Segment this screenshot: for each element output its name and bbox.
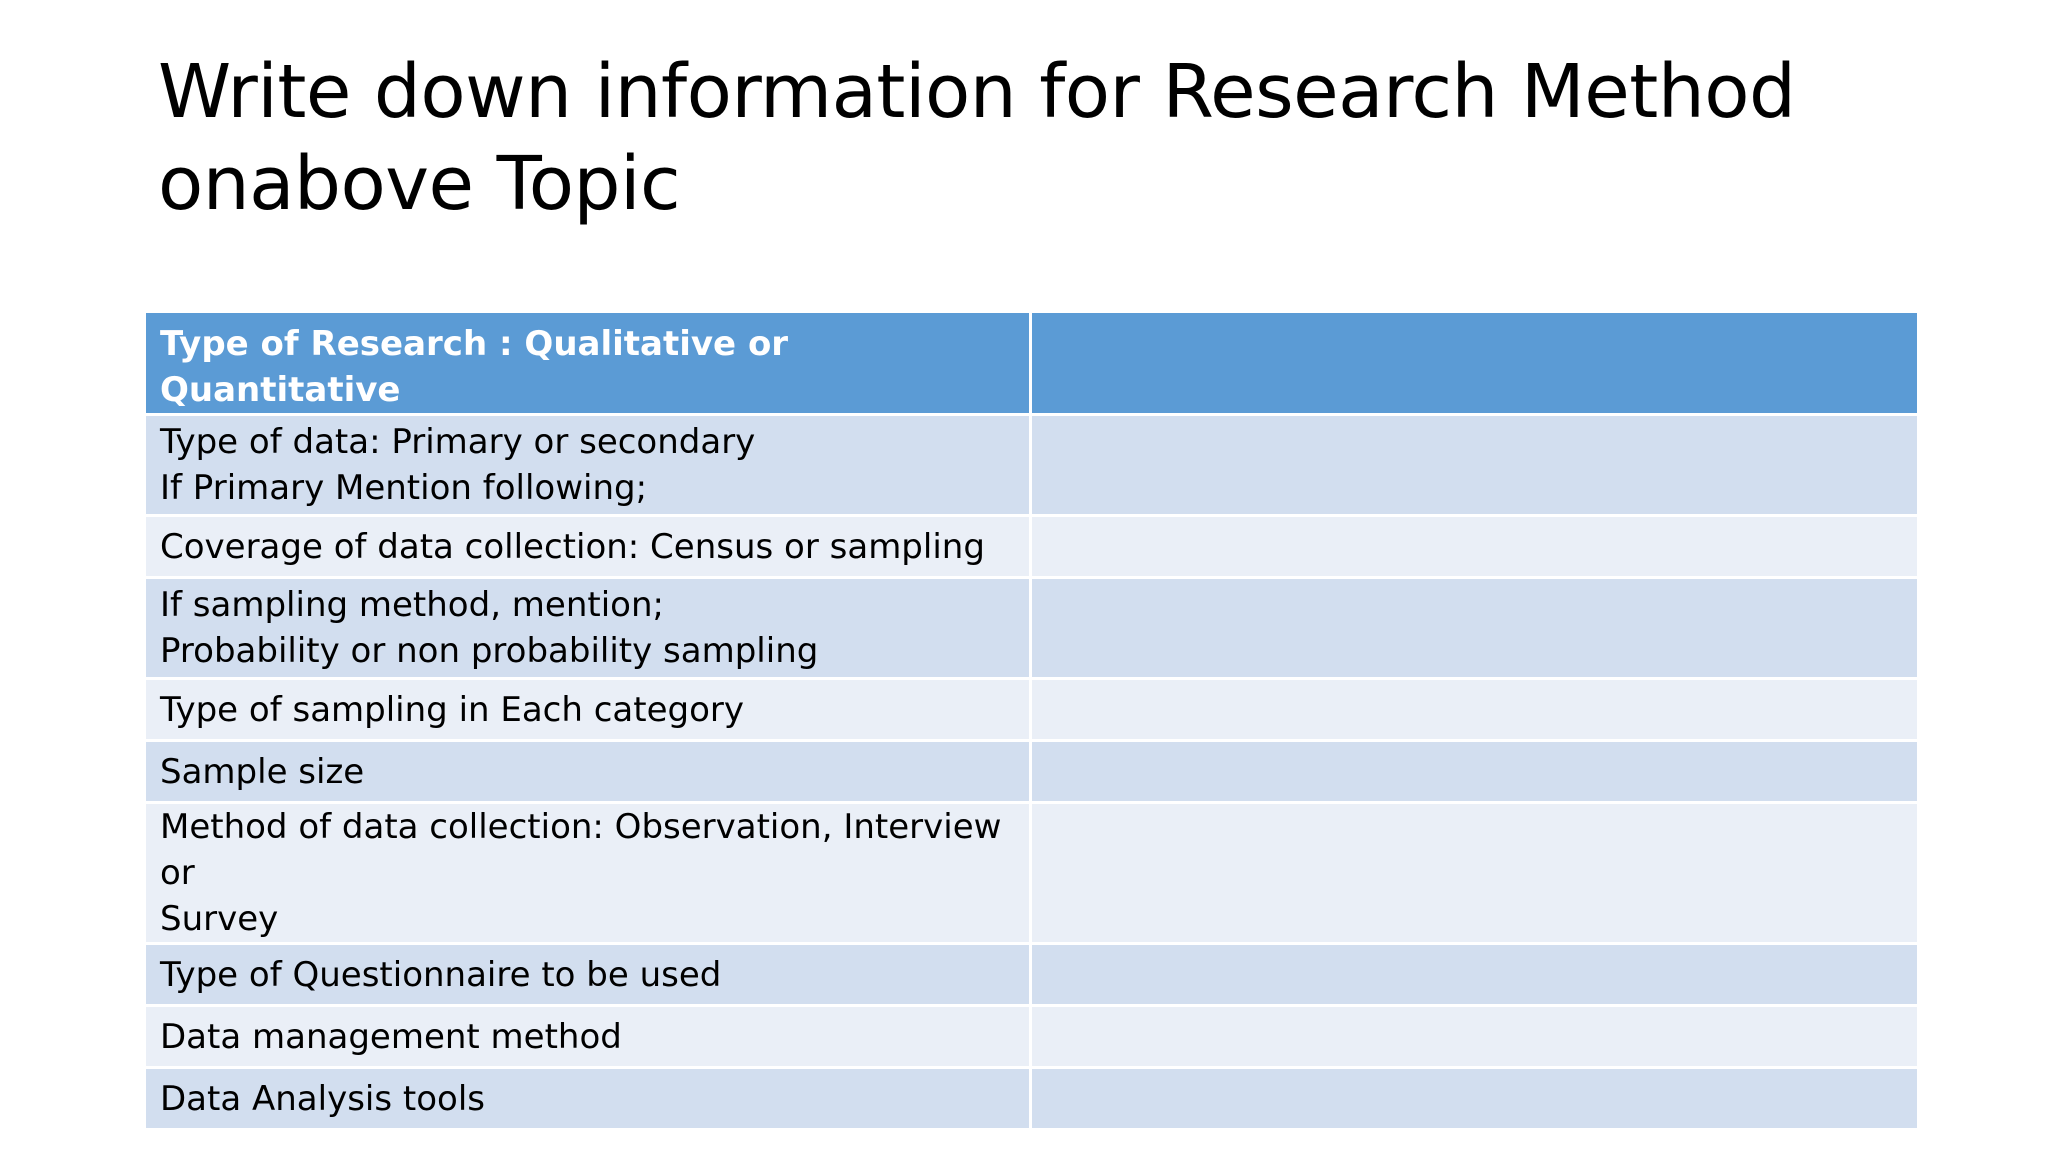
row-label-line: If sampling method, mention; [160,585,664,625]
row-answer-cell[interactable] [1031,415,1919,516]
row-label-cell [145,415,1031,516]
row-label-cell [145,679,1031,741]
row-label-line: Sample size [160,751,365,792]
row-answer-cell[interactable] [1031,516,1919,578]
row-label-line: Coverage of data collection: Census or sampling [160,526,985,567]
row-label-line: Type of data: Primary or secondary [160,422,756,462]
table-row [145,578,1919,679]
row-label-line: Method of data collection: Observation, Interview or [160,807,1002,893]
row-label-line: Type of Questionnaire to be used [160,954,722,995]
row-label-line: Probability or non probability sampling [160,631,819,671]
row-label-cell [145,803,1031,944]
row-label-cell [145,1006,1031,1068]
row-label-cell [145,516,1031,578]
table-row [145,803,1919,944]
row-label-line: Data Analysis tools [160,1078,485,1119]
header-cell-right [1031,312,1919,415]
table-row [145,1006,1919,1068]
table-row [145,415,1919,516]
row-answer-cell[interactable] [1031,803,1919,944]
slide-title-line-1: Write down information for Research Method [158,49,1796,135]
slide-title [158,46,1938,230]
research-method-table [143,310,1920,1131]
table-header-row [145,312,1919,415]
row-answer-cell[interactable] [1031,578,1919,679]
slide-title-line-2: onabove Topic [158,141,681,227]
table-row [145,679,1919,741]
row-label-line: Type of sampling in Each category [160,689,744,730]
row-answer-cell[interactable] [1031,944,1919,1006]
row-label-cell [145,741,1031,803]
table-row [145,944,1919,1006]
row-label-line: Survey [160,899,279,939]
row-answer-cell[interactable] [1031,1068,1919,1130]
table-row [145,1068,1919,1130]
table-row [145,516,1919,578]
row-label-cell [145,578,1031,679]
row-answer-cell[interactable] [1031,1006,1919,1068]
row-label-line: If Primary Mention following; [160,468,648,508]
row-label-cell [145,944,1031,1006]
table-row [145,741,1919,803]
row-label-cell [145,1068,1031,1130]
row-answer-cell[interactable] [1031,741,1919,803]
header-cell-left: Type of Research : Qualitative or Quantitative [145,312,1031,415]
row-label-line: Data management method [160,1016,622,1057]
row-answer-cell[interactable] [1031,679,1919,741]
